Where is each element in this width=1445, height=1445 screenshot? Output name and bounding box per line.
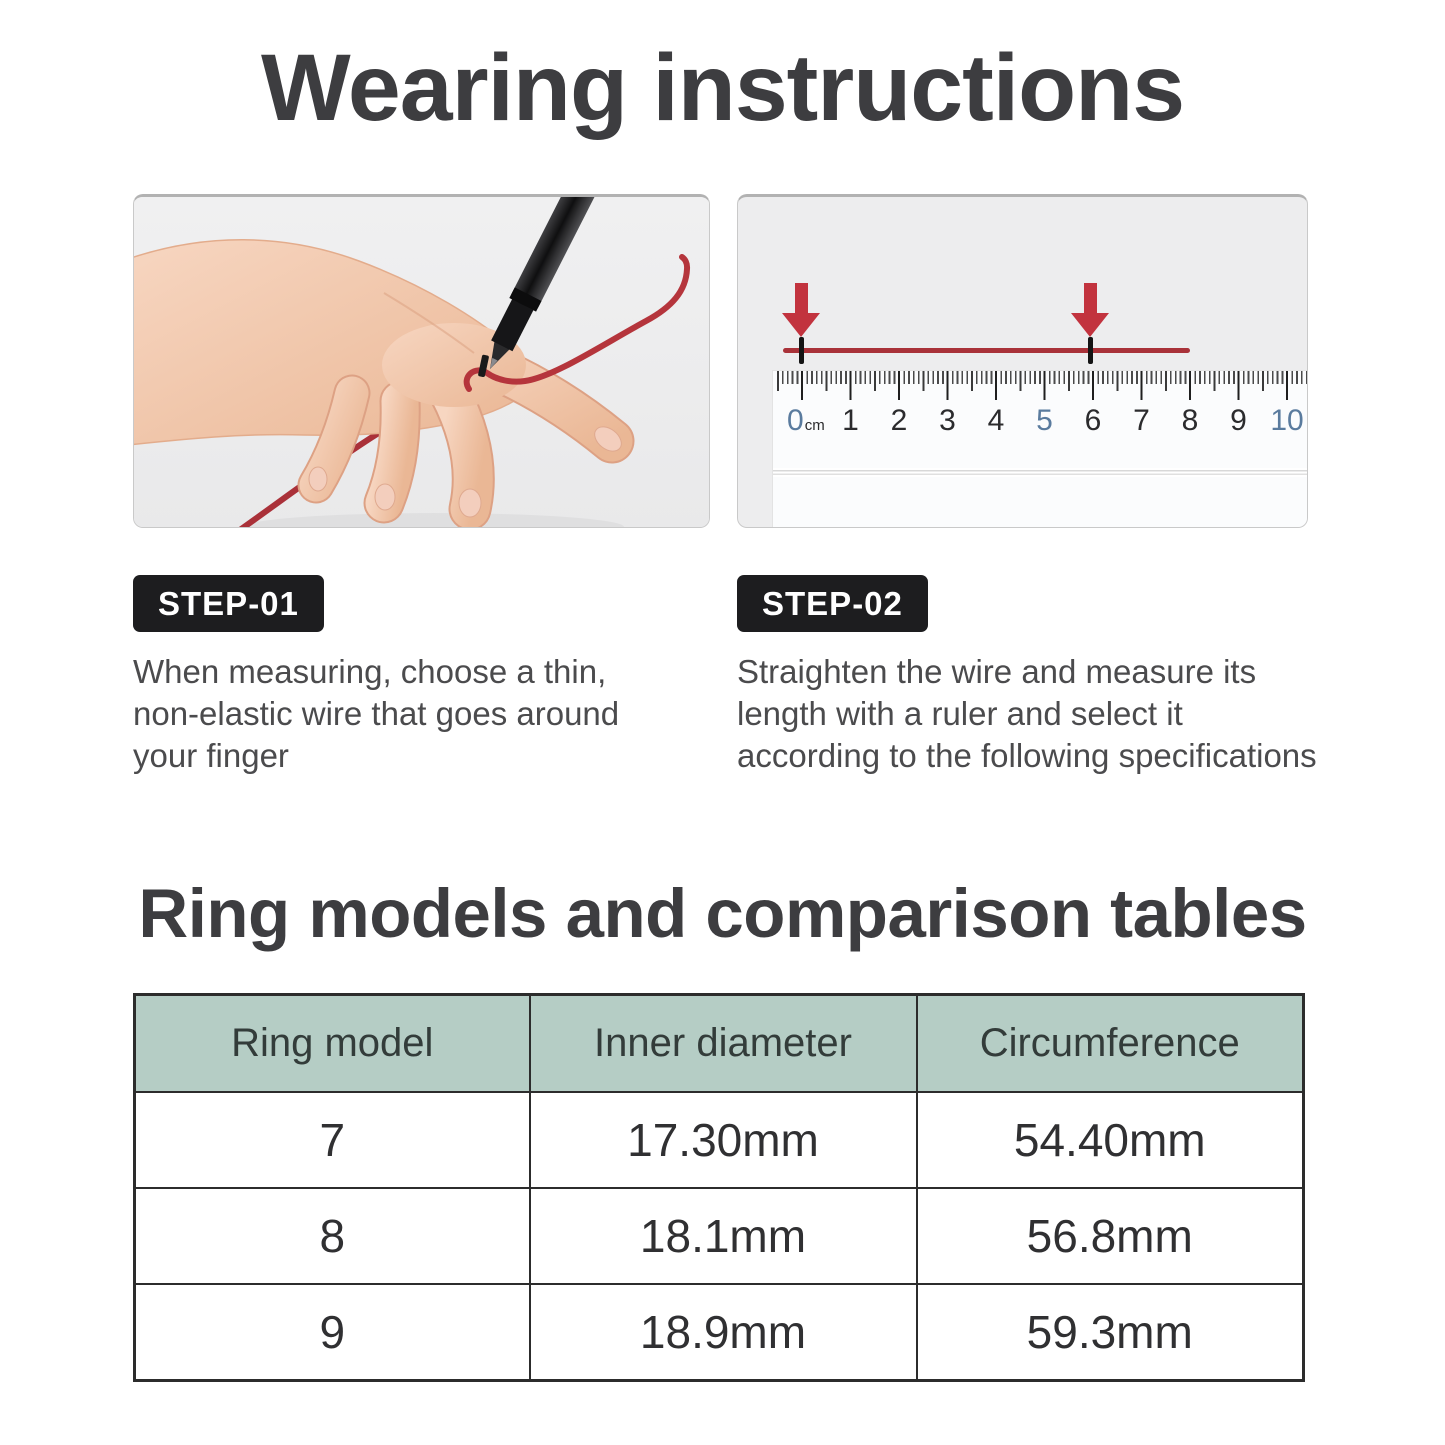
table-row: [135, 1092, 1304, 1188]
table-cell: 7: [135, 1092, 530, 1188]
table-row: [135, 1188, 1304, 1284]
step2-line: Straighten the wire and measure its: [737, 653, 1257, 690]
step2-badge: STEP-02: [737, 575, 928, 632]
ruler-label: 4: [987, 404, 1005, 437]
table-cell: 8: [135, 1188, 530, 1284]
ruler-unit: cm: [804, 417, 825, 434]
step1-line: When measuring, choose a thin,: [133, 653, 607, 690]
ruler-label: 8: [1181, 404, 1199, 437]
table-header-cell: Ring model: [135, 995, 530, 1093]
ruler-label: 1: [842, 404, 859, 437]
ruler-label: 5: [1036, 404, 1053, 437]
ruler-label: 2: [890, 404, 908, 437]
step1-badge: STEP-01: [133, 575, 324, 632]
table-cell: 18.1mm: [530, 1188, 917, 1284]
hand-wire-measure-illustration: [134, 197, 710, 528]
section-title: Ring models and comparison tables: [138, 875, 1307, 952]
table-header-cell: Inner diameter: [530, 995, 917, 1093]
ruler-label: 0cm: [787, 404, 825, 437]
step1-line: your finger: [133, 737, 289, 774]
down-arrow-end-icon: [1071, 283, 1109, 337]
ruler: [772, 370, 1308, 528]
wire-end-mark: [1088, 337, 1093, 364]
table-cell: 17.30mm: [530, 1092, 917, 1188]
ruler-label: 6: [1084, 404, 1102, 437]
ruler-edge-line: [773, 468, 1308, 477]
ring-size-table: [133, 993, 1305, 1382]
step2-description: [737, 651, 1317, 777]
step1-image-panel: [133, 194, 710, 528]
step2-image-panel: [737, 194, 1308, 528]
step2-line: according to the following specifications: [737, 737, 1317, 774]
straightened-wire: [783, 348, 1190, 353]
ruler-cm-ticks: [801, 371, 1308, 400]
table-cell: 56.8mm: [917, 1188, 1304, 1284]
table-cell: 59.3mm: [917, 1284, 1304, 1381]
ruler-label: 3: [939, 404, 956, 437]
table-cell: 9: [135, 1284, 530, 1381]
table-header-cell: Circumference: [917, 995, 1304, 1093]
step1-description: [133, 651, 619, 777]
ruler-label: 10: [1270, 404, 1304, 437]
down-arrow-start-icon: [782, 283, 820, 337]
step1-line: non-elastic wire that goes around: [133, 695, 620, 732]
ruler-label: 9: [1230, 404, 1247, 437]
table-header-row: [135, 995, 1304, 1093]
step2-line: length with a ruler and select it: [737, 695, 1183, 732]
wire-start-mark: [799, 337, 804, 364]
table-row: [135, 1284, 1304, 1381]
page-title: Wearing instructions: [260, 35, 1185, 141]
ruler-label: 7: [1133, 404, 1150, 437]
table-cell: 18.9mm: [530, 1284, 917, 1381]
table-cell: 54.40mm: [917, 1092, 1304, 1188]
